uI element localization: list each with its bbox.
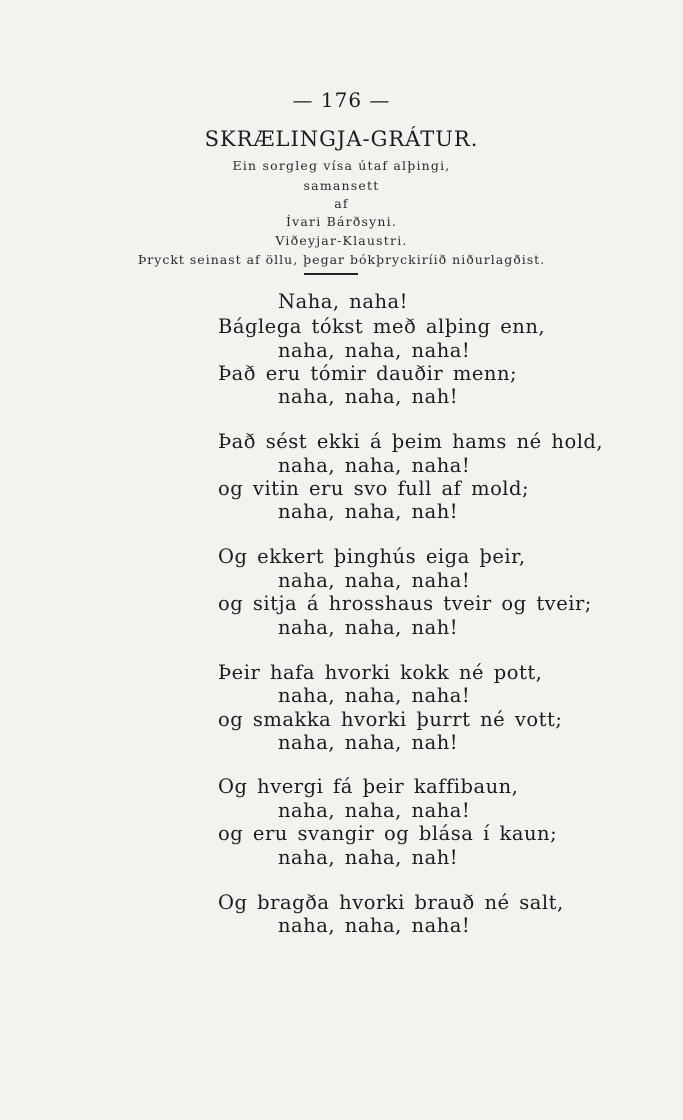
verse-line: naha, naha, naha! [278,914,471,937]
verse-line: Og hvergi fá þeir kaffibaun, [218,775,519,798]
verse-line: Það sést ekki á þeim hams né hold, [218,430,604,453]
verse-line: naha, naha, naha! [278,799,471,822]
verse-line: Naha, naha! [278,290,408,313]
verse-line: naha, naha, naha! [278,339,471,362]
verse-line: Og bragða hvorki brauð né salt, [218,891,564,914]
place-name: Viðeyjar-Klaustri. [275,233,408,248]
subtitle-line: Ein sorgleg vísa útaf alþingi, [232,158,451,173]
poem-title: SKRÆLINGJA-GRÁTUR. [204,127,479,151]
verse-line: Þeir hafa hvorki kokk né pott, [218,661,543,684]
verse-line: Það eru tómir dauðir menn; [218,362,518,385]
verse-line: naha, naha, naha! [278,454,471,477]
verse-line: og sitja á hrosshaus tveir og tveir; [218,592,592,615]
verse-line: naha, naha, nah! [278,500,459,523]
verse-line: Báglega tókst með alþing enn, [218,315,546,338]
verse-line: naha, naha, nah! [278,846,459,869]
title-divider [304,273,358,275]
subtitle-line: af [334,196,349,211]
verse-line: naha, naha, naha! [278,569,471,592]
verse-line: naha, naha, naha! [278,684,471,707]
verse-line: naha, naha, nah! [278,731,459,754]
page-number: — 176 — [292,88,391,112]
verse-line: naha, naha, nah! [278,385,459,408]
verse-line: og eru svangir og blása í kaun; [218,822,558,845]
verse-line: naha, naha, nah! [278,616,459,639]
subtitle-line: samansett [303,178,380,193]
printing-note: Þryckt seinast af öllu, þegar bókþryckiríið niðurlagðist. [137,252,546,267]
verse-line: og vitin eru svo full af mold; [218,477,530,500]
verse-line: og smakka hvorki þurrt né vott; [218,708,563,731]
verse-line: Og ekkert þinghús eiga þeir, [218,545,526,568]
author-name: Ívari Bárðsyni. [285,214,398,229]
